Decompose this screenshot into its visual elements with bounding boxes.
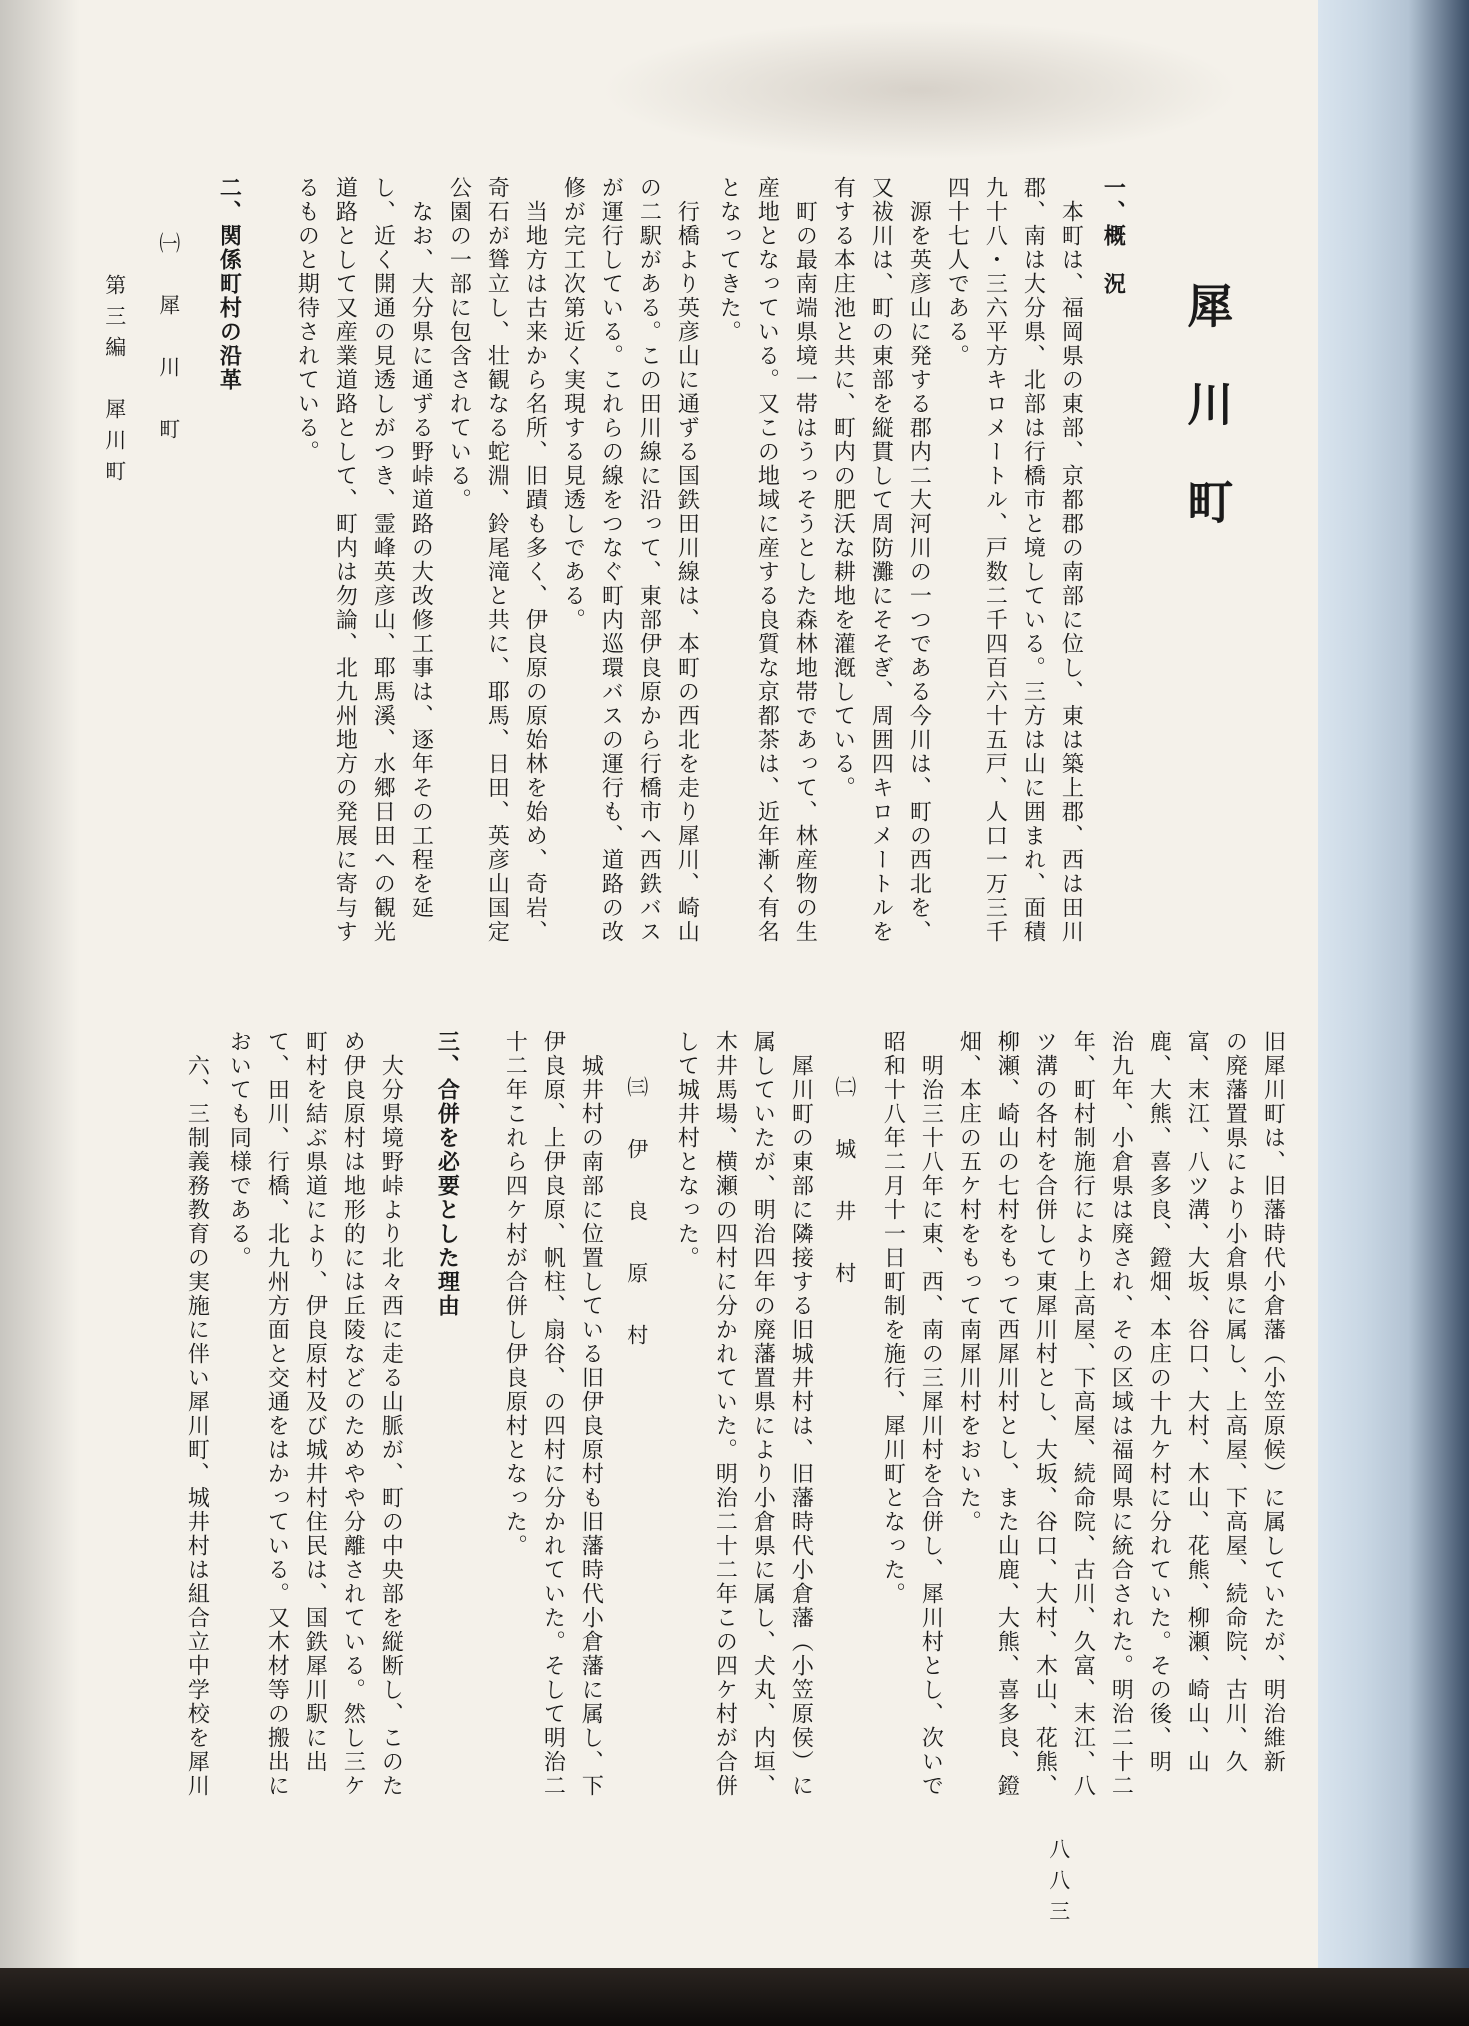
text-line: 四十七人である。 — [944, 176, 970, 368]
text-line: 富、末江、八ツ溝、大坂、谷口、大村、木山、花熊、柳瀬、崎山、山 — [1184, 1030, 1210, 1774]
text-line: の廃藩置県により小倉県に属し、上高屋、下高屋、続命院、古川、久 — [1222, 1030, 1248, 1774]
text-line: 旧犀川町は、旧藩時代小倉藩（小笠原候）に属していたが、明治維新 — [1260, 1030, 1286, 1774]
subsection-heading: ㈠ 犀 川 町 — [156, 232, 181, 449]
scan-bottom-edge — [0, 1968, 1469, 2026]
text-line: 源を英彦山に発する郡内二大河川の一つである今川は、町の西北を、 — [906, 200, 932, 944]
text-line: 年、町村制施行により上高屋、下高屋、続命院、古川、久富、末江、八 — [1070, 1030, 1096, 1798]
text-line: 昭和十八年二月十一日町制を施行、犀川町となった。 — [880, 1030, 906, 1606]
text-line: が運行している。これらの線をつなぐ町内巡環バスの運行も、道路の改 — [598, 176, 624, 944]
text-line: 六、三制義務教育の実施に伴い犀川町、城井村は組合立中学校を犀川 — [184, 1054, 210, 1798]
text-line: 有する本庄池と共に、町内の肥沃な耕地を灌漑している。 — [830, 176, 856, 800]
subsection-heading: ㈢ 伊 良 原 村 — [624, 1076, 649, 1355]
text-line: 産地となっている。又この地域に産する良質な京都茶は、近年漸く有名 — [754, 176, 780, 944]
text-line: 鹿、大熊、喜多良、鐙畑、本庄の十九ケ村に分れていた。その後、明 — [1146, 1030, 1172, 1774]
text-line: おいても同様である。 — [226, 1030, 252, 1270]
text-line: 九十八・三六平方キロメートル、戸数二千四百六十五戸、人口一万三千 — [982, 176, 1008, 944]
text-line: 伊良原、上伊良原、帆柱、扇谷、の四村に分かれていた。そして明治二 — [540, 1030, 566, 1798]
text-line: 大分県境野峠より北々西に走る山脈が、町の中央部を縦断し、このた — [378, 1054, 404, 1798]
text-line: 町の最南端県境一帯はうっそうとした森林地帯であって、林産物の生 — [792, 200, 818, 944]
section-2-heading: 二、関係町村の沿革 — [216, 176, 243, 392]
text-line: して城井村となった。 — [674, 1030, 700, 1270]
text-line: 町村を結ぶ県道により、伊良原村及び城井村住民は、国鉄犀川駅に出 — [302, 1030, 328, 1774]
text-line: 犀川町の東部に隣接する旧城井村は、旧藩時代小倉藩（小笠原侯）に — [788, 1054, 814, 1798]
text-line: 又祓川は、町の東部を縦貫して周防灘にそそぎ、周囲四キロメートルを — [868, 176, 894, 944]
page-number: 八八三 — [1046, 1838, 1071, 1931]
page-title: 犀川町 — [1180, 282, 1235, 576]
text-line: るものと期待されている。 — [294, 176, 320, 464]
text-line: 柳瀬、崎山の七村をもって西犀川村とし、また山鹿、大熊、喜多良、鐙 — [994, 1030, 1020, 1798]
text-line: て、田川、行橋、北九州方面と交通をはかっている。又木材等の搬出に — [264, 1030, 290, 1798]
text-line: 道路として又産業道路として、町内は勿論、北九州地方の発展に寄与す — [332, 176, 358, 944]
text-line: め伊良原村は地形的には丘陵などのためやや分離されている。然し三ケ — [340, 1030, 366, 1798]
page-edge — [1318, 0, 1469, 2026]
text-line: 城井村の南部に位置している旧伊良原村も旧藩時代小倉藩に属し、下 — [578, 1054, 604, 1798]
text-line: 郡、南は大分県、北部は行橋市と境している。三方は山に囲まれ、面積 — [1020, 176, 1046, 944]
text-line: 行橋より英彦山に通ずる国鉄田川線は、本町の西北を走り犀川、崎山 — [674, 200, 700, 944]
text-line: 修が完工次第近く実現する見透しである。 — [560, 176, 586, 632]
text-line: 木井馬場、横瀬の四村に分かれていた。明治二十二年この四ケ村が合併 — [712, 1030, 738, 1798]
text-line: 畑、本庄の五ケ村をもって南犀川村をおいた。 — [956, 1030, 982, 1534]
text-line: ツ溝の各村を合併して東犀川村とし、大坂、谷口、大村、木山、花熊、 — [1032, 1030, 1058, 1798]
text-line: となってきた。 — [716, 176, 742, 344]
text-line: 公園の一部に包含されている。 — [446, 176, 472, 512]
text-line: 当地方は古来から名所、旧蹟も多く、伊良原の原始林を始め、奇岩、 — [522, 200, 548, 944]
text-line: し、近く開通の見透しがつき、霊峰英彦山、耶馬溪、水郷日田への観光 — [370, 176, 396, 944]
section-3-heading: 三、合併を必要とした理由 — [434, 1030, 461, 1318]
text-line: なお、大分県に通ずる野峠道路の大改修工事は、逐年その工程を延 — [408, 200, 434, 920]
text-line: 十二年これら四ケ村が合併し伊良原村となった。 — [502, 1030, 528, 1558]
subsection-heading: ㈡ 城 井 村 — [832, 1076, 857, 1293]
section-1-heading: 一、概 況 — [1100, 176, 1127, 296]
text-line: 本町は、福岡県の東部、京都郡の南部に位し、東は築上郡、西は田川 — [1058, 200, 1084, 944]
running-header: 第三編 犀川町 — [102, 274, 127, 491]
text-line: 奇石が聳立し、壮観なる蛇淵、鈴尾滝と共に、耶馬、日田、英彦山国定 — [484, 176, 510, 944]
text-line: の二駅がある。この田川線に沿って、東部伊良原から行橋市へ西鉄バス — [636, 176, 662, 944]
text-line: 治九年、小倉県は廃され、その区域は福岡県に統合された。明治二十二 — [1108, 1030, 1134, 1798]
text-line: 明治三十八年に東、西、南の三犀川村を合併し、犀川村とし、次いで — [918, 1054, 944, 1798]
text-line: 属していたが、明治四年の廃藩置県により小倉県に属し、犬丸、内垣、 — [750, 1030, 776, 1798]
